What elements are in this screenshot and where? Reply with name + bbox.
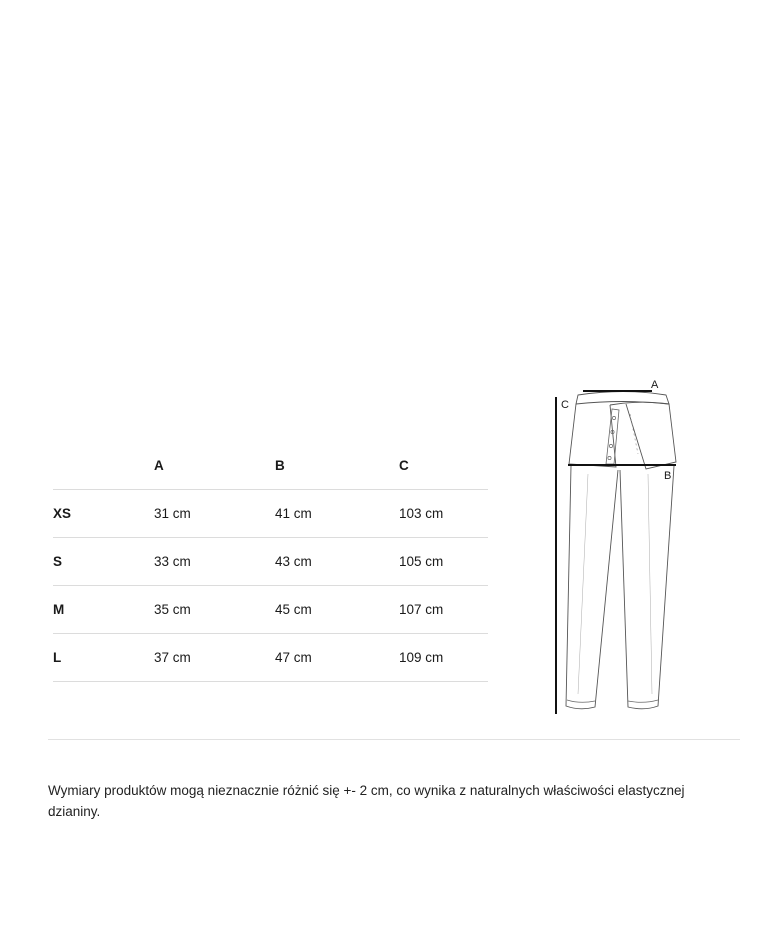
measure-b-cell: 47 cm — [275, 634, 399, 682]
measure-a-cell: 31 cm — [154, 490, 275, 538]
size-table — [53, 442, 488, 682]
measure-b-cell: 43 cm — [275, 538, 399, 586]
table-header-row — [53, 442, 488, 490]
pants-right-leg — [620, 466, 674, 709]
pants-measurement-diagram — [548, 374, 698, 719]
dimension-label-c: C — [561, 399, 569, 411]
button-icon — [609, 444, 612, 447]
size-cell: S — [53, 538, 154, 586]
pants-waistband — [576, 392, 669, 405]
size-cell: M — [53, 586, 154, 634]
dimension-label-a: A — [651, 379, 659, 391]
pants-crease — [578, 474, 652, 694]
measurement-note: Wymiary produktów mogą nieznacznie różnić się +- 2 cm, co wynika z naturalnych właściwości elastycznej dzianiny. — [48, 783, 685, 819]
header-size — [53, 442, 154, 490]
measure-a-cell: 37 cm — [154, 634, 275, 682]
table-row — [53, 586, 488, 634]
seam-line — [630, 414, 638, 454]
measure-a-cell: 33 cm — [154, 538, 275, 586]
size-cell: L — [53, 634, 154, 682]
measure-b-cell: 45 cm — [275, 586, 399, 634]
table-row — [53, 634, 488, 682]
pants-wrap-panel — [610, 402, 676, 469]
table-row — [53, 538, 488, 586]
pants-left-leg — [566, 466, 618, 709]
header-c: C — [399, 458, 409, 473]
measure-c-cell: 107 cm — [399, 586, 488, 634]
dimension-label-b: B — [664, 470, 672, 482]
measure-a-cell: 35 cm — [154, 586, 275, 634]
button-icon — [612, 416, 615, 419]
measure-c-cell: 103 cm — [399, 490, 488, 538]
measure-c-cell: 109 cm — [399, 634, 488, 682]
table-row — [53, 490, 488, 538]
header-b: B — [275, 458, 285, 473]
measure-c-cell: 105 cm — [399, 538, 488, 586]
pants-hem — [567, 700, 658, 702]
button-icon — [608, 456, 611, 459]
section-divider — [48, 739, 740, 740]
measure-b-cell: 41 cm — [275, 490, 399, 538]
header-a: A — [154, 458, 164, 473]
size-cell: XS — [53, 490, 154, 538]
